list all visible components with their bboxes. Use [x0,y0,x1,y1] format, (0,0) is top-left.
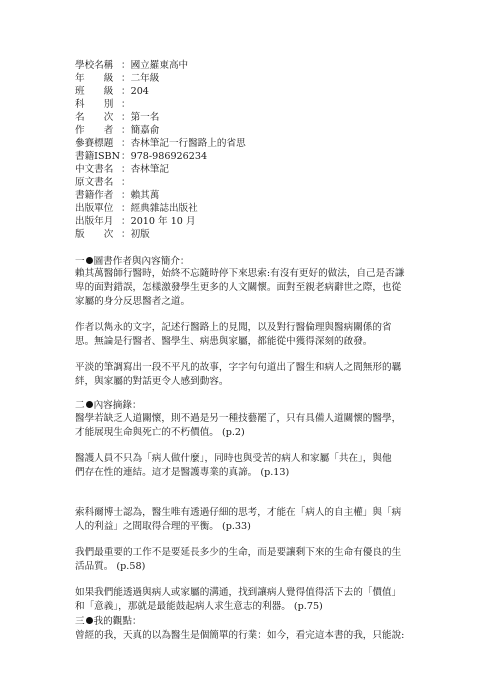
section-heading-intro: 一 圖書作者與內容簡介： [75,256,190,267]
meta-department: 科 別 ： [75,99,131,110]
paragraph-line: 如果我們能透過與病人或家屬的溝通，找到讓病人覺得值得活下去的「價值」 [75,587,402,598]
paragraph-line: 家屬的身分反思醫者之道。 [75,296,191,307]
paragraph-line: 平淡的筆調寫出一段不平凡的故事，字字句句道出了醫生和病人之間無形的羈 [75,362,402,373]
bullet-icon [86,617,93,624]
paragraph-line: 作者以雋永的文字，記述行醫路上的見聞，以及對行醫倫理與醫病關係的省 [75,322,392,333]
paragraph-line: 賴其萬醫師行醫時，始終不忘隨時停下來思索:有沒有更好的做法，自己是否謙 [75,268,405,279]
paragraph-line: 才能展現生命與死亡的不朽價值。 (p.2) [75,427,245,438]
paragraph-line: 索科爾博士認為，醫生唯有透過仔細的思考，才能在「病人的自主權」與「病 [75,507,402,518]
paragraph-line: 思。無論是行醫者、醫學生、病患與家屬，都能從中獲得深刻的啟發。 [75,336,373,347]
paragraph-line: 和「意義」，那就是最能鼓起病人求生意志的利器。 (p.75) [75,601,323,612]
meta-publish-date: 出版年月 ：2010 年 10 月 [75,216,196,227]
meta-chinese-title: 中文書名 ：杏林筆記 [75,164,169,175]
paragraph-line: 絆，與家屬的對話更令人感到動容。 [75,376,229,387]
paragraph-line: 醫護人員不只為「病人做什麼」，同時也與受苦的病人和家屬「共在」，與他 [75,453,392,464]
meta-class: 班 級 ：204 [75,86,149,97]
meta-original-title: 原文書名 ： [75,177,131,188]
meta-publisher: 出版單位 ：經典雜誌出版社 [75,203,198,214]
paragraph-line: 們存在性的連結。這才是醫護專業的真諦。 (p.13) [75,467,290,478]
bullet-icon [86,401,93,408]
bullet-icon [86,257,93,264]
meta-author: 作 者 ：簡嘉俞 [75,125,160,136]
paragraph-line: 醫學若缺乏人道關懷，則不過是另一種技藝罷了，只有具備人道關懷的醫學， [75,413,402,424]
meta-book-author: 書籍作者 ：賴其萬 [75,190,160,201]
paragraph-line: 曾經的我，天真的以為醫生是個簡單的行業：如今，看完這本書的我，只能說: [75,630,405,641]
meta-school: 學校名稱 ：國立羅東高中 [75,60,189,71]
section-heading-viewpoint: 三 我的觀點： [75,616,142,627]
paragraph-line: 我們最重要的工作不是要延長多少的生命，而是要讓剩下來的生命有優良的生 [75,547,402,558]
paragraph-line: 活品質。 (p.58) [75,561,146,572]
meta-grade: 年 級 ：二年級 [75,73,160,84]
section-heading-excerpts: 二 內容摘錄： [75,400,142,411]
meta-rank: 名 次 ：第一名 [75,112,160,123]
paragraph-line: 卑的面對錯誤，怎樣激發學生更多的人文關懷。面對至親老病辭世之際，也從 [75,282,402,293]
meta-isbn: 書籍ISBN：978-986926234 [75,151,208,162]
meta-entry-title: 參賽標題 ：杏林筆記一行醫路上的省思 [75,138,246,149]
meta-edition: 版 次 ：初版 [75,229,150,240]
paragraph-line: 人的利益」之間取得合理的平衡。 (p.33) [75,521,251,532]
